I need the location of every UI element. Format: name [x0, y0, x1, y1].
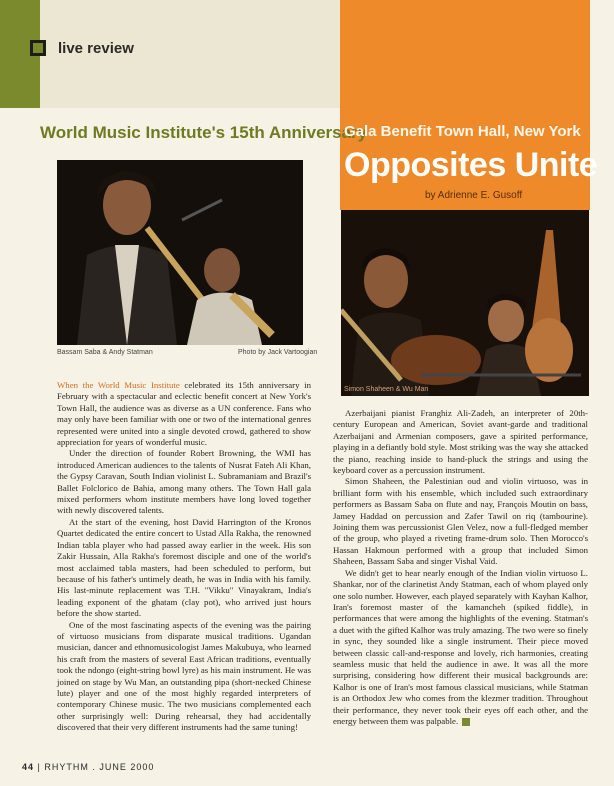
article-column-2 [333, 408, 588, 727]
section-label: live review [58, 40, 134, 57]
paragraph-text: We didn't get to hear nearly enough of the Indian violin virtuoso L. Shankar, nor of the clarinetist Andy Statman, each of whom played only one solo number. However, each played separately with Kayhan Kalhor, Iran's foremost master of the kamancheh (spiked fiddle), in performances that were among the highlights of the evening. Statman's a duet with the gifted Kalhor was truly amazing. The two were so finely in sync, they sounded like a single instrument. Their piece moved between classic call-and-response and lovely, rich harmonies, creating seamless music that held the audience in awe. It was all the more surprising, considering how different their musical backgrounds are: Kalhor is one of Iran's most famous classical musicians, while Statman is an Orthodox Jew who comes from the klezmer tradition. Throughout their performance, they never took their eyes off each other, and the energy between them was palpable. [333, 567, 588, 726]
photo-illustration [57, 160, 303, 345]
headline-left: World Music Institute's 15th Anniversary [40, 123, 368, 142]
photo-illustration [341, 210, 589, 396]
end-of-article-icon [462, 718, 470, 726]
paragraph: Simon Shaheen, the Palestinian oud and violin virtuoso, was in brilliant form with his ensemble, which included such extraordinary performers as Bassam Saba on flute and nay, François Moutin on bass, Jamey Haddad on percussion and Zafer Tawil on riq (tambourine). Joining them was percussionist Glen Velez, now a full-fledged member of the group, who played a riveting frame-drum solo. Then Morocco's Hassan Hakmoun performed with a group that included Simon Shaheen, Bassam Saba and singer Vishal Vaid. [333, 476, 588, 567]
byline: by Adrienne E. Gusoff [425, 190, 523, 201]
paragraph: One of the most fascinating aspects of the evening was the pairing of virtuoso musicians from disparate musical traditions. Ugandan musician, dancer and ethnomusicologist James Makubuya, who learned his craft from the masters of several East African traditions, eventually took the ndongo (eight-string bowl lyre) as his main instrument. He was joined on stage by Wu Man, an outstanding pipa (short-necked Chinese lute) player and one of the most highly regarded interpreters of contemporary Chinese music. The two musicians complemented each other surprisingly well: During rehearsal, they had accidentally discovered that their very different instruments had the same tuning! [57, 619, 311, 733]
issue-date: JUNE 2000 [99, 762, 155, 772]
paragraph: Azerbaijani pianist Franghiz Ali-Zadeh, an interpreter of 20th-century European and American, Soviet avant-garde and traditional Azerbaijani and Armenian composers, gave a spirited performance, playing in a defiantly bold style. Most striking was the way she attacked the piano, reaching inside to hand-pluck the strings and using the keyboard cover as a percussion instrument. [333, 408, 588, 476]
article-title: Opposites Unite [344, 146, 598, 184]
photo-caption: Bassam Saba & Andy Statman [57, 349, 153, 356]
page-number: 44 [22, 762, 35, 772]
article-column-1 [57, 380, 311, 734]
headline-right: Gala Benefit Town Hall, New York [344, 123, 581, 140]
photo-caption: Simon Shaheen & Wu Man [344, 386, 429, 393]
photo-credit: Photo by Jack Vartoogian [238, 349, 318, 356]
paragraph: Under the direction of founder Robert Browning, the WMI has introduced American audiences to the talents of Nusrat Fateh Ali Khan, the Gypsy Caravan, South Indian violinist L. Subramaniam and Brazil's Ballet Folclorico de Bahia, among many others. The Town Hall gala mixed performers whom institute members have long loved together with newly discovered talents. [57, 448, 311, 516]
photo-shaheen-wuman [341, 210, 589, 396]
paragraph [333, 568, 588, 728]
section-marker-icon [30, 40, 46, 56]
magazine-name: RHYTHM [44, 762, 89, 772]
paragraph [57, 380, 311, 448]
photo-saba-statman [57, 160, 303, 345]
page-footer: 44 | RHYTHM . JUNE 2000 [22, 762, 155, 772]
lead-in: When the World Music Institute [57, 380, 180, 390]
paragraph: At the start of the evening, host David Harrington of the Kronos Quartet dedicated the entire concert to Ustad Alla Rakha, the renowned Indian tabla player who had passed away earlier in the week. His son Zakir Hussain, Alla Rakha's foremost disciple and one of the world's most acclaimed tabla masters, had been scheduled to perform, but because of his father's untimely death, he was in India with his family. His last-minute replacement was T.H. "Vikku" Vinayakram, India's leading exponent of the ghatam (clay pot), who arrived just hours before the show started. [57, 516, 311, 619]
paragraph-text: celebrated its 15th anniversary in February with a spectacular and eclectic benefit concert at New York's Town Hall, the audience was as diverse as a UN conference. Fans who may only have been familiar with one or two of the international genres represented were united into a single devoted crowd, gathered to show appreciation for years of wonderful music. [57, 380, 311, 448]
